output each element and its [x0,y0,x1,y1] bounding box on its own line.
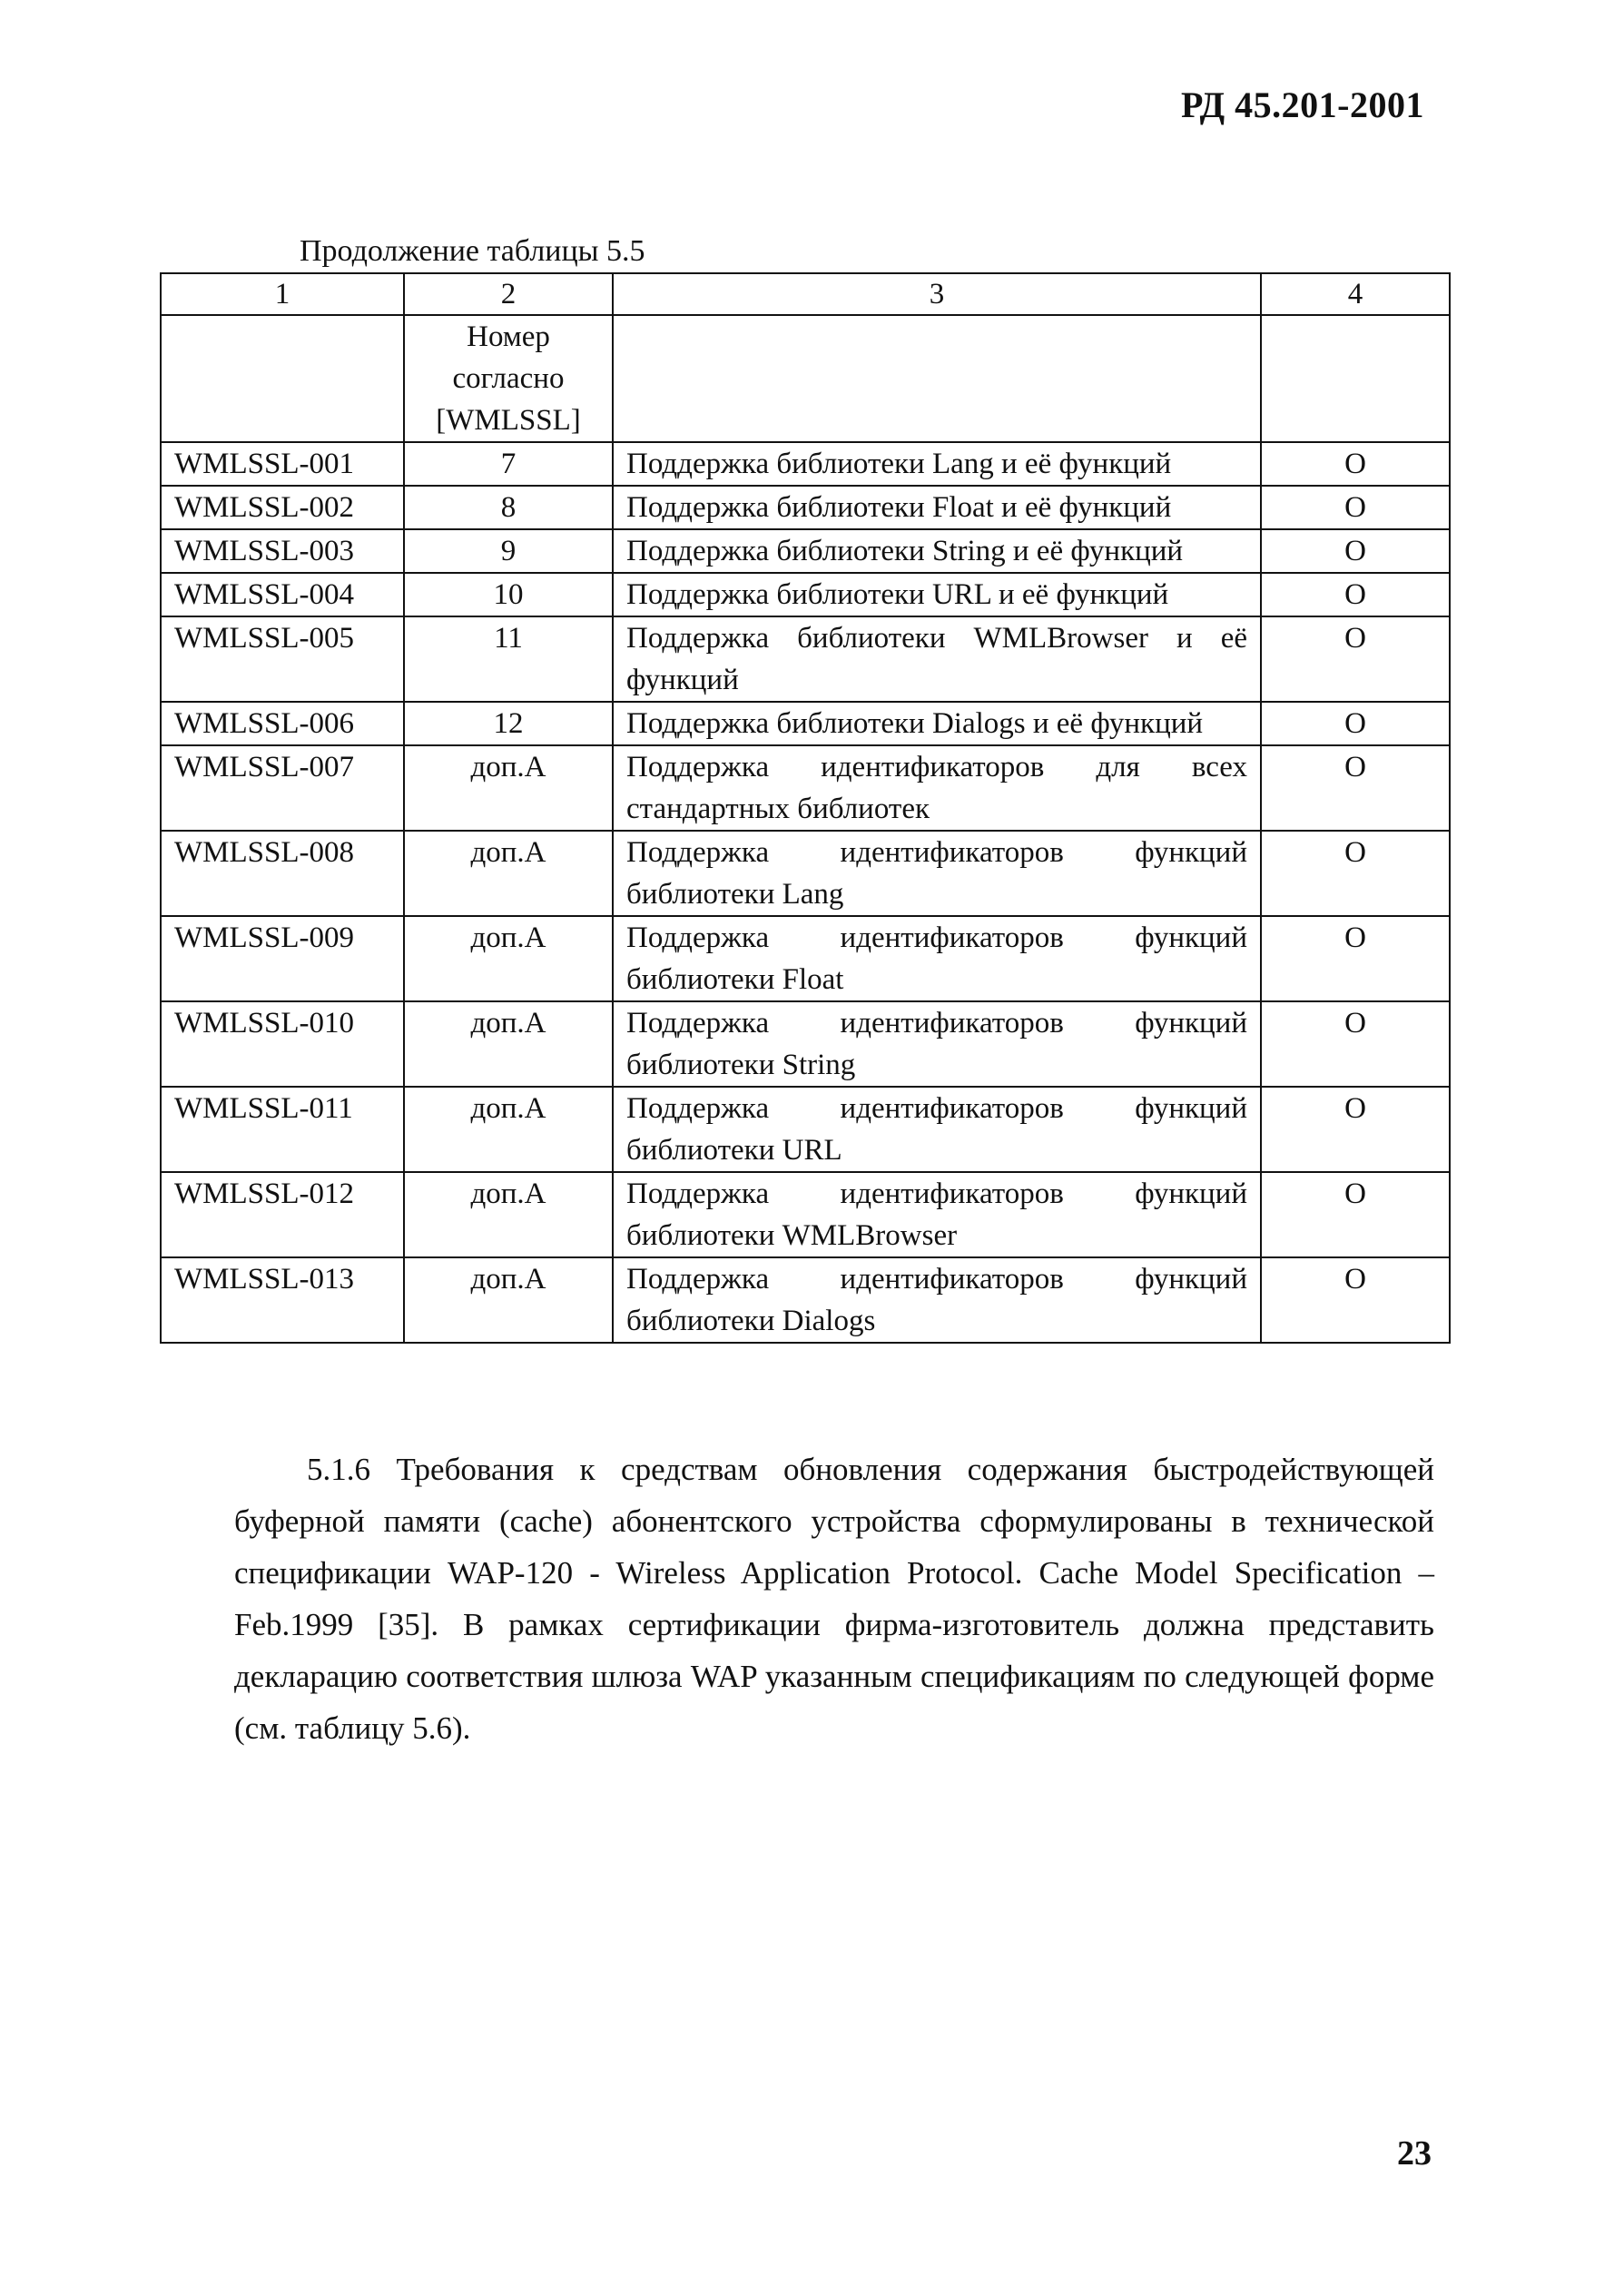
table-row [161,1257,1450,1343]
requirement-id: WMLSSL-009 [161,916,404,1001]
subheader-col3 [613,315,1261,442]
status-code: O [1261,486,1450,529]
status-code: O [1261,916,1450,1001]
requirement-id: WMLSSL-006 [161,702,404,745]
requirement-description: Поддержка библиотеки Dialogs и её функций [613,702,1261,745]
requirement-id: WMLSSL-007 [161,745,404,831]
requirement-id: WMLSSL-013 [161,1257,404,1343]
reference-number: доп.А [404,1257,613,1343]
requirements-table [160,272,1451,1344]
page-number: 23 [1397,2134,1432,2173]
reference-number: доп.А [404,831,613,916]
table-row [161,702,1450,745]
requirement-description: Поддержка библиотеки String и её функций [613,529,1261,573]
requirement-id: WMLSSL-002 [161,486,404,529]
reference-number: 11 [404,616,613,702]
requirement-description: Поддержка идентификаторов функций библиотеки WMLBrowser [613,1172,1261,1257]
table-row [161,831,1450,916]
requirement-description: Поддержка идентификаторов функций библиотеки Float [613,916,1261,1001]
requirement-id: WMLSSL-008 [161,831,404,916]
reference-number: доп.А [404,745,613,831]
requirement-description: Поддержка библиотеки Float и её функций [613,486,1261,529]
subheader-ref-number: Номер согласно [WMLSSL] [404,315,613,442]
requirement-description: Поддержка идентификаторов функций библиотеки String [613,1001,1261,1087]
requirement-description: Поддержка библиотеки Lang и её функций [613,442,1261,486]
reference-number: доп.А [404,1001,613,1087]
column-number-row [161,273,1450,315]
subheader-row [161,315,1450,442]
requirement-description: Поддержка идентификаторов функций библиотеки Dialogs [613,1257,1261,1343]
column-number-2: 2 [404,273,613,315]
reference-number: 8 [404,486,613,529]
requirement-id: WMLSSL-010 [161,1001,404,1087]
table-row [161,745,1450,831]
status-code: O [1261,1087,1450,1172]
table-caption: Продолжение таблицы 5.5 [300,234,645,268]
reference-number: доп.А [404,1172,613,1257]
requirement-description: Поддержка библиотеки WMLBrowser и её функций [613,616,1261,702]
status-code: O [1261,573,1450,616]
status-code: O [1261,1172,1450,1257]
status-code: O [1261,442,1450,486]
table-row [161,916,1450,1001]
requirement-description: Поддержка идентификаторов функций библиотеки Lang [613,831,1261,916]
requirement-id: WMLSSL-012 [161,1172,404,1257]
requirement-id: WMLSSL-004 [161,573,404,616]
table-row [161,573,1450,616]
requirement-id: WMLSSL-003 [161,529,404,573]
section-5-1-6-paragraph: 5.1.6 Требования к средствам обновления содержания быстродействующей буферной памяти (cache) абонентского устройства сформулированы в технической спецификации WAP-120 - Wireless Application Protocol. Cache Model Specification – Feb.1999 [35]. В рамках сертификации фирма-изготовитель должна представить декларацию соответствия шлюза WAP указанным спецификациям по следующей форме (см. таблицу 5.6). [234,1452,1434,1746]
table-row [161,442,1450,486]
requirement-id: WMLSSL-001 [161,442,404,486]
table-row [161,1172,1450,1257]
column-number-4: 4 [1261,273,1450,315]
table-row [161,486,1450,529]
requirement-description: Поддержка библиотеки URL и её функций [613,573,1261,616]
column-number-1: 1 [161,273,404,315]
column-number-3: 3 [613,273,1261,315]
status-code: O [1261,702,1450,745]
reference-number: 7 [404,442,613,486]
table-row [161,1087,1450,1172]
status-code: O [1261,1257,1450,1343]
requirement-id: WMLSSL-005 [161,616,404,702]
reference-number: доп.А [404,916,613,1001]
status-code: O [1261,745,1450,831]
subheader-col4 [1261,315,1450,442]
reference-number: 12 [404,702,613,745]
status-code: O [1261,831,1450,916]
table-row [161,529,1450,573]
status-code: O [1261,616,1450,702]
status-code: O [1261,529,1450,573]
reference-number: 9 [404,529,613,573]
table-row [161,1001,1450,1087]
reference-number: 10 [404,573,613,616]
table-row [161,616,1450,702]
subheader-col1 [161,315,404,442]
requirement-description: Поддержка идентификаторов для всех стандартных библиотек [613,745,1261,831]
document-code: РД 45.201-2001 [1181,84,1424,125]
requirement-id: WMLSSL-011 [161,1087,404,1172]
requirement-description: Поддержка идентификаторов функций библиотеки URL [613,1087,1261,1172]
reference-number: доп.А [404,1087,613,1172]
status-code: O [1261,1001,1450,1087]
